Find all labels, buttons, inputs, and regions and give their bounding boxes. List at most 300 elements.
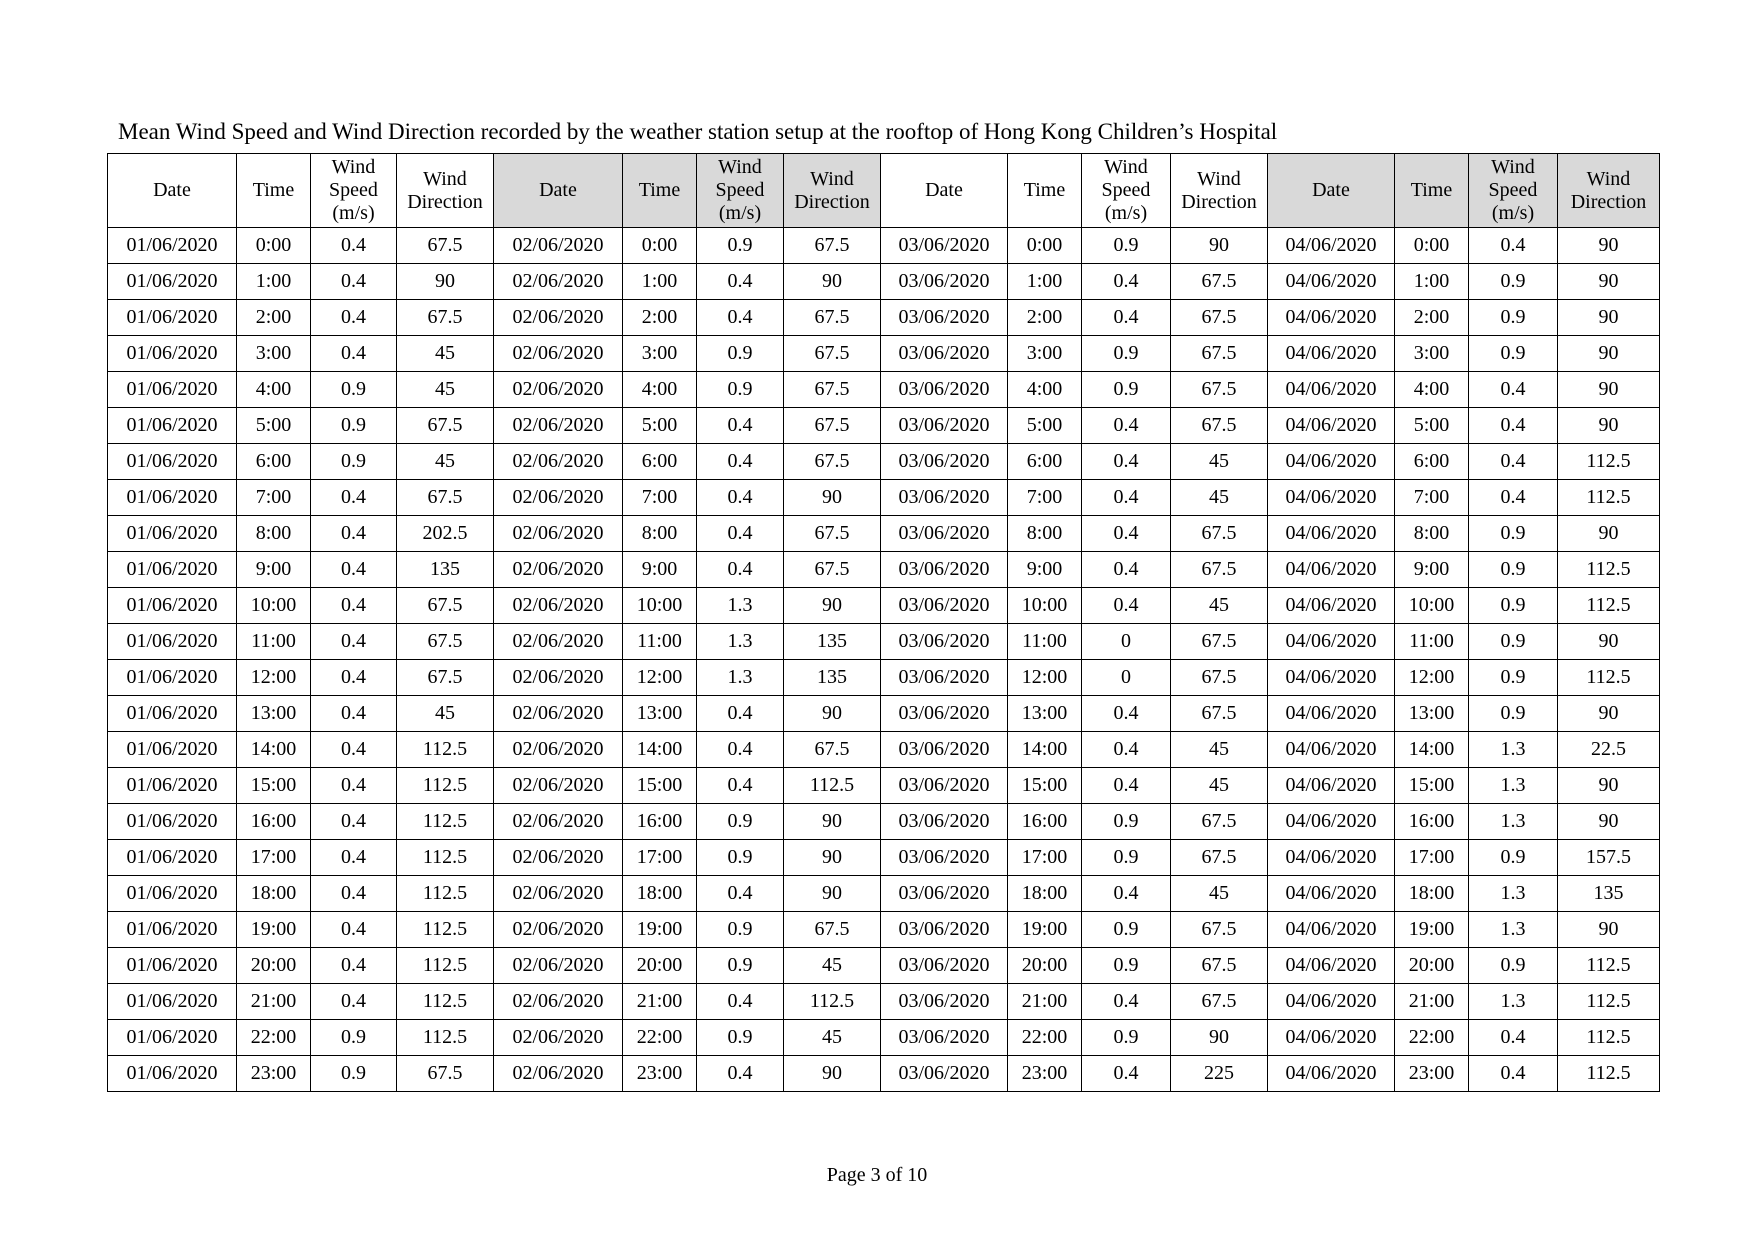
wind-speed-cell: 0.4 [1082,480,1171,516]
wind-speed-cell: 0.4 [311,336,397,372]
date-cell: 03/06/2020 [881,444,1008,480]
table-row [108,588,1660,624]
date-cell: 04/06/2020 [1268,228,1395,264]
time-cell: 9:00 [623,552,697,588]
time-cell: 6:00 [237,444,311,480]
time-cell: 21:00 [1008,984,1082,1020]
time-cell: 18:00 [1008,876,1082,912]
time-cell: 22:00 [623,1020,697,1056]
date-cell: 04/06/2020 [1268,948,1395,984]
wind-speed-cell: 0.4 [311,912,397,948]
date-cell: 01/06/2020 [108,552,237,588]
wind-speed-cell: 0.4 [1469,1020,1558,1056]
time-cell: 20:00 [1395,948,1469,984]
date-cell: 03/06/2020 [881,372,1008,408]
wind-direction-cell: 90 [1558,768,1660,804]
time-cell: 8:00 [1395,516,1469,552]
wind-direction-cell: 67.5 [1171,624,1268,660]
date-cell: 01/06/2020 [108,336,237,372]
date-cell: 02/06/2020 [494,588,623,624]
table-row [108,336,1660,372]
wind-speed-cell: 0.4 [311,552,397,588]
date-cell: 02/06/2020 [494,372,623,408]
date-cell: 04/06/2020 [1268,912,1395,948]
time-cell: 1:00 [623,264,697,300]
wind-direction-cell: 67.5 [1171,300,1268,336]
wind-speed-cell: 0.4 [697,876,784,912]
wind-direction-header: Wind Direction [397,154,494,228]
time-cell: 2:00 [623,300,697,336]
date-cell: 03/06/2020 [881,480,1008,516]
wind-direction-cell: 90 [1171,228,1268,264]
time-cell: 12:00 [237,660,311,696]
date-cell: 04/06/2020 [1268,300,1395,336]
wind-direction-cell: 45 [397,696,494,732]
wind-direction-cell: 90 [1558,408,1660,444]
wind-direction-cell: 90 [784,804,881,840]
time-cell: 1:00 [237,264,311,300]
wind-speed-cell: 0.4 [1082,876,1171,912]
date-cell: 03/06/2020 [881,876,1008,912]
wind-speed-header: Wind Speed (m/s) [311,154,397,228]
wind-direction-cell: 112.5 [397,984,494,1020]
time-cell: 1:00 [1008,264,1082,300]
wind-speed-cell: 0.4 [1469,228,1558,264]
wind-direction-cell: 67.5 [1171,912,1268,948]
time-cell: 21:00 [237,984,311,1020]
time-cell: 5:00 [237,408,311,444]
wind-speed-cell: 0.4 [1082,1056,1171,1092]
wind-direction-cell: 67.5 [1171,372,1268,408]
table-row [108,516,1660,552]
wind-direction-cell: 90 [784,1056,881,1092]
wind-direction-cell: 67.5 [397,624,494,660]
wind-direction-cell: 67.5 [784,516,881,552]
time-cell: 7:00 [237,480,311,516]
date-cell: 03/06/2020 [881,840,1008,876]
wind-direction-cell: 112.5 [397,840,494,876]
date-cell: 02/06/2020 [494,732,623,768]
wind-speed-cell: 0.9 [1469,264,1558,300]
time-cell: 12:00 [623,660,697,696]
wind-direction-cell: 112.5 [1558,444,1660,480]
wind-speed-cell: 0.9 [1469,516,1558,552]
wind-direction-cell: 135 [397,552,494,588]
wind-direction-cell: 67.5 [1171,840,1268,876]
wind-speed-cell: 0.4 [311,300,397,336]
wind-direction-header: Wind Direction [1171,154,1268,228]
wind-speed-cell: 0.4 [1082,696,1171,732]
wind-speed-cell: 0.4 [1082,768,1171,804]
time-cell: 15:00 [1008,768,1082,804]
wind-direction-cell: 67.5 [1171,660,1268,696]
time-cell: 17:00 [1008,840,1082,876]
time-cell: 16:00 [1008,804,1082,840]
wind-speed-cell: 0.9 [697,804,784,840]
wind-speed-cell: 0.9 [311,408,397,444]
wind-speed-cell: 0.9 [1082,1020,1171,1056]
wind-speed-cell: 0.9 [1082,228,1171,264]
table-row [108,1020,1660,1056]
wind-speed-cell: 0.4 [1082,984,1171,1020]
wind-speed-cell: 0.4 [697,984,784,1020]
time-cell: 0:00 [237,228,311,264]
date-cell: 01/06/2020 [108,624,237,660]
date-cell: 01/06/2020 [108,696,237,732]
date-cell: 02/06/2020 [494,696,623,732]
wind-direction-cell: 67.5 [397,300,494,336]
time-cell: 13:00 [1395,696,1469,732]
date-cell: 04/06/2020 [1268,552,1395,588]
wind-speed-cell: 1.3 [697,660,784,696]
time-cell: 9:00 [237,552,311,588]
wind-speed-cell: 0.4 [1082,732,1171,768]
table-row [108,732,1660,768]
date-cell: 01/06/2020 [108,588,237,624]
date-cell: 03/06/2020 [881,768,1008,804]
time-cell: 13:00 [1008,696,1082,732]
wind-speed-cell: 0.9 [1082,840,1171,876]
time-cell: 17:00 [1395,840,1469,876]
time-cell: 11:00 [623,624,697,660]
wind-direction-cell: 90 [784,588,881,624]
date-cell: 04/06/2020 [1268,1056,1395,1092]
date-cell: 02/06/2020 [494,912,623,948]
date-cell: 03/06/2020 [881,948,1008,984]
wind-speed-cell: 0.4 [311,984,397,1020]
wind-speed-cell: 0.9 [1469,624,1558,660]
date-cell: 02/06/2020 [494,948,623,984]
wind-speed-cell: 0.9 [1469,660,1558,696]
date-cell: 03/06/2020 [881,732,1008,768]
wind-speed-cell: 0.9 [1082,948,1171,984]
time-cell: 18:00 [1395,876,1469,912]
wind-direction-cell: 112.5 [1558,480,1660,516]
date-cell: 04/06/2020 [1268,660,1395,696]
date-cell: 04/06/2020 [1268,408,1395,444]
wind-direction-cell: 67.5 [397,1056,494,1092]
wind-direction-cell: 45 [1171,480,1268,516]
wind-direction-cell: 90 [1558,624,1660,660]
date-cell: 04/06/2020 [1268,876,1395,912]
time-cell: 8:00 [623,516,697,552]
wind-direction-cell: 112.5 [397,768,494,804]
time-cell: 12:00 [1008,660,1082,696]
wind-direction-cell: 90 [1558,228,1660,264]
date-cell: 04/06/2020 [1268,264,1395,300]
wind-speed-cell: 0.4 [697,732,784,768]
wind-speed-cell: 0.4 [697,480,784,516]
time-header: Time [237,154,311,228]
date-cell: 03/06/2020 [881,1020,1008,1056]
table-row [108,1056,1660,1092]
wind-direction-cell: 90 [1558,804,1660,840]
time-cell: 3:00 [1008,336,1082,372]
wind-direction-cell: 90 [1558,516,1660,552]
time-cell: 14:00 [623,732,697,768]
date-cell: 01/06/2020 [108,264,237,300]
wind-speed-cell: 0.4 [1082,588,1171,624]
wind-speed-cell: 0.4 [311,732,397,768]
date-cell: 03/06/2020 [881,624,1008,660]
wind-speed-cell: 0.4 [311,480,397,516]
wind-speed-cell: 0.9 [697,948,784,984]
wind-direction-cell: 112.5 [397,804,494,840]
wind-direction-cell: 67.5 [1171,948,1268,984]
wind-direction-cell: 112.5 [1558,948,1660,984]
time-cell: 14:00 [1008,732,1082,768]
table-row [108,624,1660,660]
wind-direction-cell: 67.5 [397,228,494,264]
wind-direction-cell: 45 [397,372,494,408]
wind-direction-cell: 67.5 [1171,336,1268,372]
wind-speed-cell: 0.9 [697,372,784,408]
date-cell: 01/06/2020 [108,300,237,336]
wind-data-table [107,153,1660,1092]
wind-direction-cell: 157.5 [1558,840,1660,876]
time-cell: 6:00 [623,444,697,480]
wind-direction-cell: 90 [1558,372,1660,408]
wind-direction-cell: 112.5 [784,768,881,804]
wind-speed-cell: 0.9 [1469,336,1558,372]
table-row [108,840,1660,876]
date-cell: 01/06/2020 [108,1020,237,1056]
wind-direction-cell: 45 [1171,444,1268,480]
table-row [108,300,1660,336]
wind-direction-cell: 90 [784,876,881,912]
date-cell: 04/06/2020 [1268,480,1395,516]
wind-direction-cell: 112.5 [1558,984,1660,1020]
time-cell: 20:00 [1008,948,1082,984]
date-header: Date [881,154,1008,228]
wind-direction-cell: 112.5 [397,732,494,768]
wind-speed-cell: 0.4 [1082,552,1171,588]
wind-direction-cell: 67.5 [784,336,881,372]
wind-direction-cell: 67.5 [1171,804,1268,840]
wind-speed-cell: 0.4 [311,804,397,840]
time-cell: 8:00 [1008,516,1082,552]
wind-direction-cell: 90 [784,264,881,300]
date-cell: 03/06/2020 [881,984,1008,1020]
date-cell: 02/06/2020 [494,984,623,1020]
wind-speed-cell: 0.4 [311,948,397,984]
date-cell: 02/06/2020 [494,876,623,912]
date-cell: 01/06/2020 [108,660,237,696]
wind-speed-cell: 0.4 [697,264,784,300]
time-cell: 19:00 [237,912,311,948]
time-cell: 4:00 [1395,372,1469,408]
wind-direction-cell: 67.5 [397,480,494,516]
table-caption: Mean Wind Speed and Wind Direction recorded by the weather station setup at the rooftop of Hong Kong Children’s Hospital [118,119,1278,144]
date-cell: 01/06/2020 [108,408,237,444]
time-cell: 14:00 [1395,732,1469,768]
time-cell: 3:00 [1395,336,1469,372]
wind-speed-cell: 0.9 [1082,336,1171,372]
wind-direction-cell: 112.5 [1558,1056,1660,1092]
wind-direction-cell: 67.5 [397,660,494,696]
wind-direction-cell: 45 [1171,732,1268,768]
wind-speed-cell: 0.4 [311,876,397,912]
wind-direction-cell: 90 [784,480,881,516]
date-cell: 04/06/2020 [1268,516,1395,552]
date-cell: 03/06/2020 [881,264,1008,300]
time-cell: 6:00 [1395,444,1469,480]
time-cell: 19:00 [1008,912,1082,948]
date-cell: 03/06/2020 [881,300,1008,336]
wind-speed-cell: 0.4 [697,1056,784,1092]
table-row [108,228,1660,264]
wind-speed-cell: 0.9 [1082,804,1171,840]
time-cell: 11:00 [1008,624,1082,660]
time-cell: 15:00 [1395,768,1469,804]
wind-speed-cell: 0.4 [311,768,397,804]
wind-speed-cell: 0.9 [697,336,784,372]
time-header: Time [1008,154,1082,228]
date-cell: 04/06/2020 [1268,696,1395,732]
wind-speed-cell: 0.9 [697,1020,784,1056]
time-cell: 10:00 [1008,588,1082,624]
wind-speed-cell: 0.9 [1469,696,1558,732]
date-cell: 03/06/2020 [881,516,1008,552]
wind-speed-cell: 0.4 [697,516,784,552]
wind-speed-cell: 0.4 [1469,480,1558,516]
wind-speed-cell: 1.3 [1469,732,1558,768]
date-cell: 03/06/2020 [881,660,1008,696]
wind-speed-cell: 0.4 [311,624,397,660]
date-cell: 01/06/2020 [108,840,237,876]
wind-direction-cell: 90 [1558,336,1660,372]
date-cell: 01/06/2020 [108,228,237,264]
wind-direction-cell: 225 [1171,1056,1268,1092]
date-cell: 02/06/2020 [494,552,623,588]
table-body [108,228,1660,1092]
date-cell: 02/06/2020 [494,408,623,444]
wind-direction-header: Wind Direction [1558,154,1660,228]
time-cell: 21:00 [623,984,697,1020]
wind-direction-cell: 90 [1558,696,1660,732]
time-cell: 19:00 [623,912,697,948]
date-cell: 04/06/2020 [1268,768,1395,804]
date-cell: 04/06/2020 [1268,588,1395,624]
date-cell: 04/06/2020 [1268,336,1395,372]
wind-direction-cell: 45 [1171,876,1268,912]
time-cell: 23:00 [1395,1056,1469,1092]
wind-speed-cell: 0.4 [311,840,397,876]
wind-speed-cell: 0 [1082,660,1171,696]
wind-direction-cell: 90 [397,264,494,300]
table-row [108,768,1660,804]
table-row [108,984,1660,1020]
wind-speed-cell: 0.4 [1082,408,1171,444]
table-row [108,264,1660,300]
time-cell: 5:00 [623,408,697,444]
time-cell: 20:00 [623,948,697,984]
wind-direction-cell: 202.5 [397,516,494,552]
date-cell: 02/06/2020 [494,1056,623,1092]
wind-speed-header: Wind Speed (m/s) [697,154,784,228]
wind-direction-cell: 45 [1171,588,1268,624]
wind-speed-cell: 0.4 [311,516,397,552]
wind-direction-cell: 45 [784,1020,881,1056]
wind-speed-cell: 0 [1082,624,1171,660]
wind-direction-cell: 135 [784,660,881,696]
time-cell: 17:00 [237,840,311,876]
time-cell: 2:00 [1395,300,1469,336]
date-header: Date [108,154,237,228]
date-cell: 04/06/2020 [1268,444,1395,480]
wind-direction-cell: 67.5 [784,408,881,444]
time-cell: 10:00 [623,588,697,624]
time-cell: 14:00 [237,732,311,768]
wind-speed-cell: 0.4 [697,300,784,336]
date-cell: 04/06/2020 [1268,732,1395,768]
wind-speed-cell: 0.4 [311,264,397,300]
date-cell: 02/06/2020 [494,840,623,876]
time-cell: 18:00 [623,876,697,912]
wind-direction-cell: 67.5 [1171,516,1268,552]
wind-direction-cell: 135 [784,624,881,660]
wind-direction-cell: 67.5 [784,444,881,480]
wind-direction-cell: 67.5 [784,552,881,588]
time-cell: 8:00 [237,516,311,552]
wind-speed-cell: 1.3 [697,624,784,660]
wind-speed-cell: 0.9 [1082,372,1171,408]
date-cell: 02/06/2020 [494,768,623,804]
wind-speed-cell: 1.3 [1469,984,1558,1020]
wind-speed-cell: 0.4 [697,696,784,732]
wind-speed-cell: 0.9 [697,228,784,264]
table-row [108,804,1660,840]
time-cell: 0:00 [623,228,697,264]
page-number: Page 3 of 10 [826,1164,928,1186]
wind-direction-cell: 45 [784,948,881,984]
date-cell: 01/06/2020 [108,912,237,948]
time-cell: 23:00 [237,1056,311,1092]
wind-speed-cell: 1.3 [1469,768,1558,804]
wind-direction-cell: 45 [1171,768,1268,804]
table-row [108,912,1660,948]
date-cell: 02/06/2020 [494,336,623,372]
date-cell: 01/06/2020 [108,984,237,1020]
date-cell: 02/06/2020 [494,480,623,516]
time-cell: 13:00 [237,696,311,732]
time-cell: 22:00 [1395,1020,1469,1056]
time-cell: 16:00 [237,804,311,840]
wind-direction-cell: 112.5 [1558,588,1660,624]
date-cell: 02/06/2020 [494,264,623,300]
date-cell: 01/06/2020 [108,1056,237,1092]
date-cell: 02/06/2020 [494,444,623,480]
time-cell: 22:00 [1008,1020,1082,1056]
wind-direction-cell: 67.5 [1171,552,1268,588]
table-row [108,660,1660,696]
wind-speed-cell: 0.9 [1082,912,1171,948]
wind-speed-cell: 0.4 [697,444,784,480]
date-cell: 01/06/2020 [108,876,237,912]
time-cell: 15:00 [623,768,697,804]
time-cell: 23:00 [623,1056,697,1092]
time-cell: 11:00 [237,624,311,660]
time-cell: 4:00 [1008,372,1082,408]
wind-direction-cell: 67.5 [784,372,881,408]
wind-speed-cell: 0.9 [1469,588,1558,624]
wind-speed-cell: 0.9 [697,840,784,876]
wind-direction-cell: 67.5 [784,732,881,768]
time-cell: 23:00 [1008,1056,1082,1092]
wind-speed-header: Wind Speed (m/s) [1469,154,1558,228]
date-cell: 01/06/2020 [108,768,237,804]
wind-speed-cell: 0.4 [1469,408,1558,444]
